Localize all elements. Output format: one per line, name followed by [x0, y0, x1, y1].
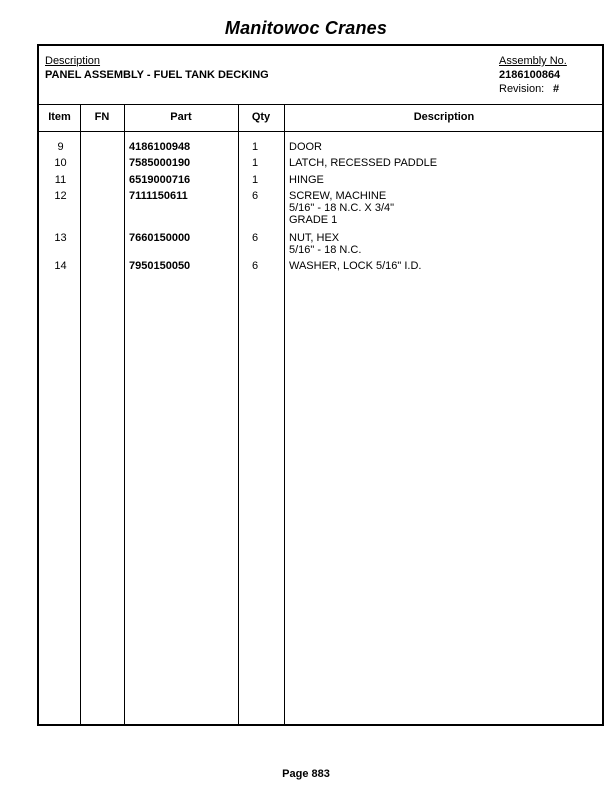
quantity: 6	[251, 260, 259, 272]
part-number: 7585000190	[129, 157, 191, 169]
item-number: 14	[54, 260, 67, 272]
description-label: Description	[45, 55, 101, 67]
column-header-item: Item	[48, 111, 71, 123]
column-header-description: Description	[413, 111, 475, 123]
assembly-description: PANEL ASSEMBLY - FUEL TANK DECKING	[45, 69, 269, 81]
part-number: 4186100948	[129, 141, 191, 153]
column-divider	[124, 105, 125, 724]
item-number: 10	[54, 157, 67, 169]
quantity: 1	[251, 141, 259, 153]
assembly-number: 2186100864	[499, 69, 561, 81]
page-number: Page 883	[282, 768, 330, 780]
part-description: WASHER, LOCK 5/16" I.D.	[289, 260, 422, 272]
quantity: 1	[251, 157, 259, 169]
part-description: NUT, HEX 5/16" - 18 N.C.	[289, 232, 362, 256]
part-description: LATCH, RECESSED PADDLE	[289, 157, 438, 169]
item-number: 12	[54, 190, 67, 202]
column-header-qty: Qty	[251, 111, 271, 123]
part-number: 6519000716	[129, 174, 191, 186]
part-description: DOOR	[289, 141, 322, 153]
part-number: 7950150050	[129, 260, 191, 272]
revision-value: #	[553, 83, 560, 95]
revision-label: Revision:	[499, 83, 545, 95]
part-number: 7660150000	[129, 232, 191, 244]
parts-list-frame	[37, 44, 604, 726]
part-number: 7111150611	[129, 190, 188, 202]
column-header-part: Part	[170, 111, 192, 123]
quantity: 1	[251, 174, 259, 186]
quantity: 6	[251, 190, 259, 202]
brand-title: Manitowoc Cranes	[224, 18, 388, 38]
column-header-fn: FN	[94, 111, 110, 123]
item-number: 9	[57, 141, 64, 153]
assembly-no-label: Assembly No.	[499, 55, 567, 67]
part-description: HINGE	[289, 174, 324, 186]
part-description: SCREW, MACHINE 5/16" - 18 N.C. X 3/4" GRADE 1	[289, 190, 395, 226]
quantity: 6	[251, 232, 259, 244]
item-number: 11	[54, 174, 67, 186]
item-number: 13	[54, 232, 67, 244]
